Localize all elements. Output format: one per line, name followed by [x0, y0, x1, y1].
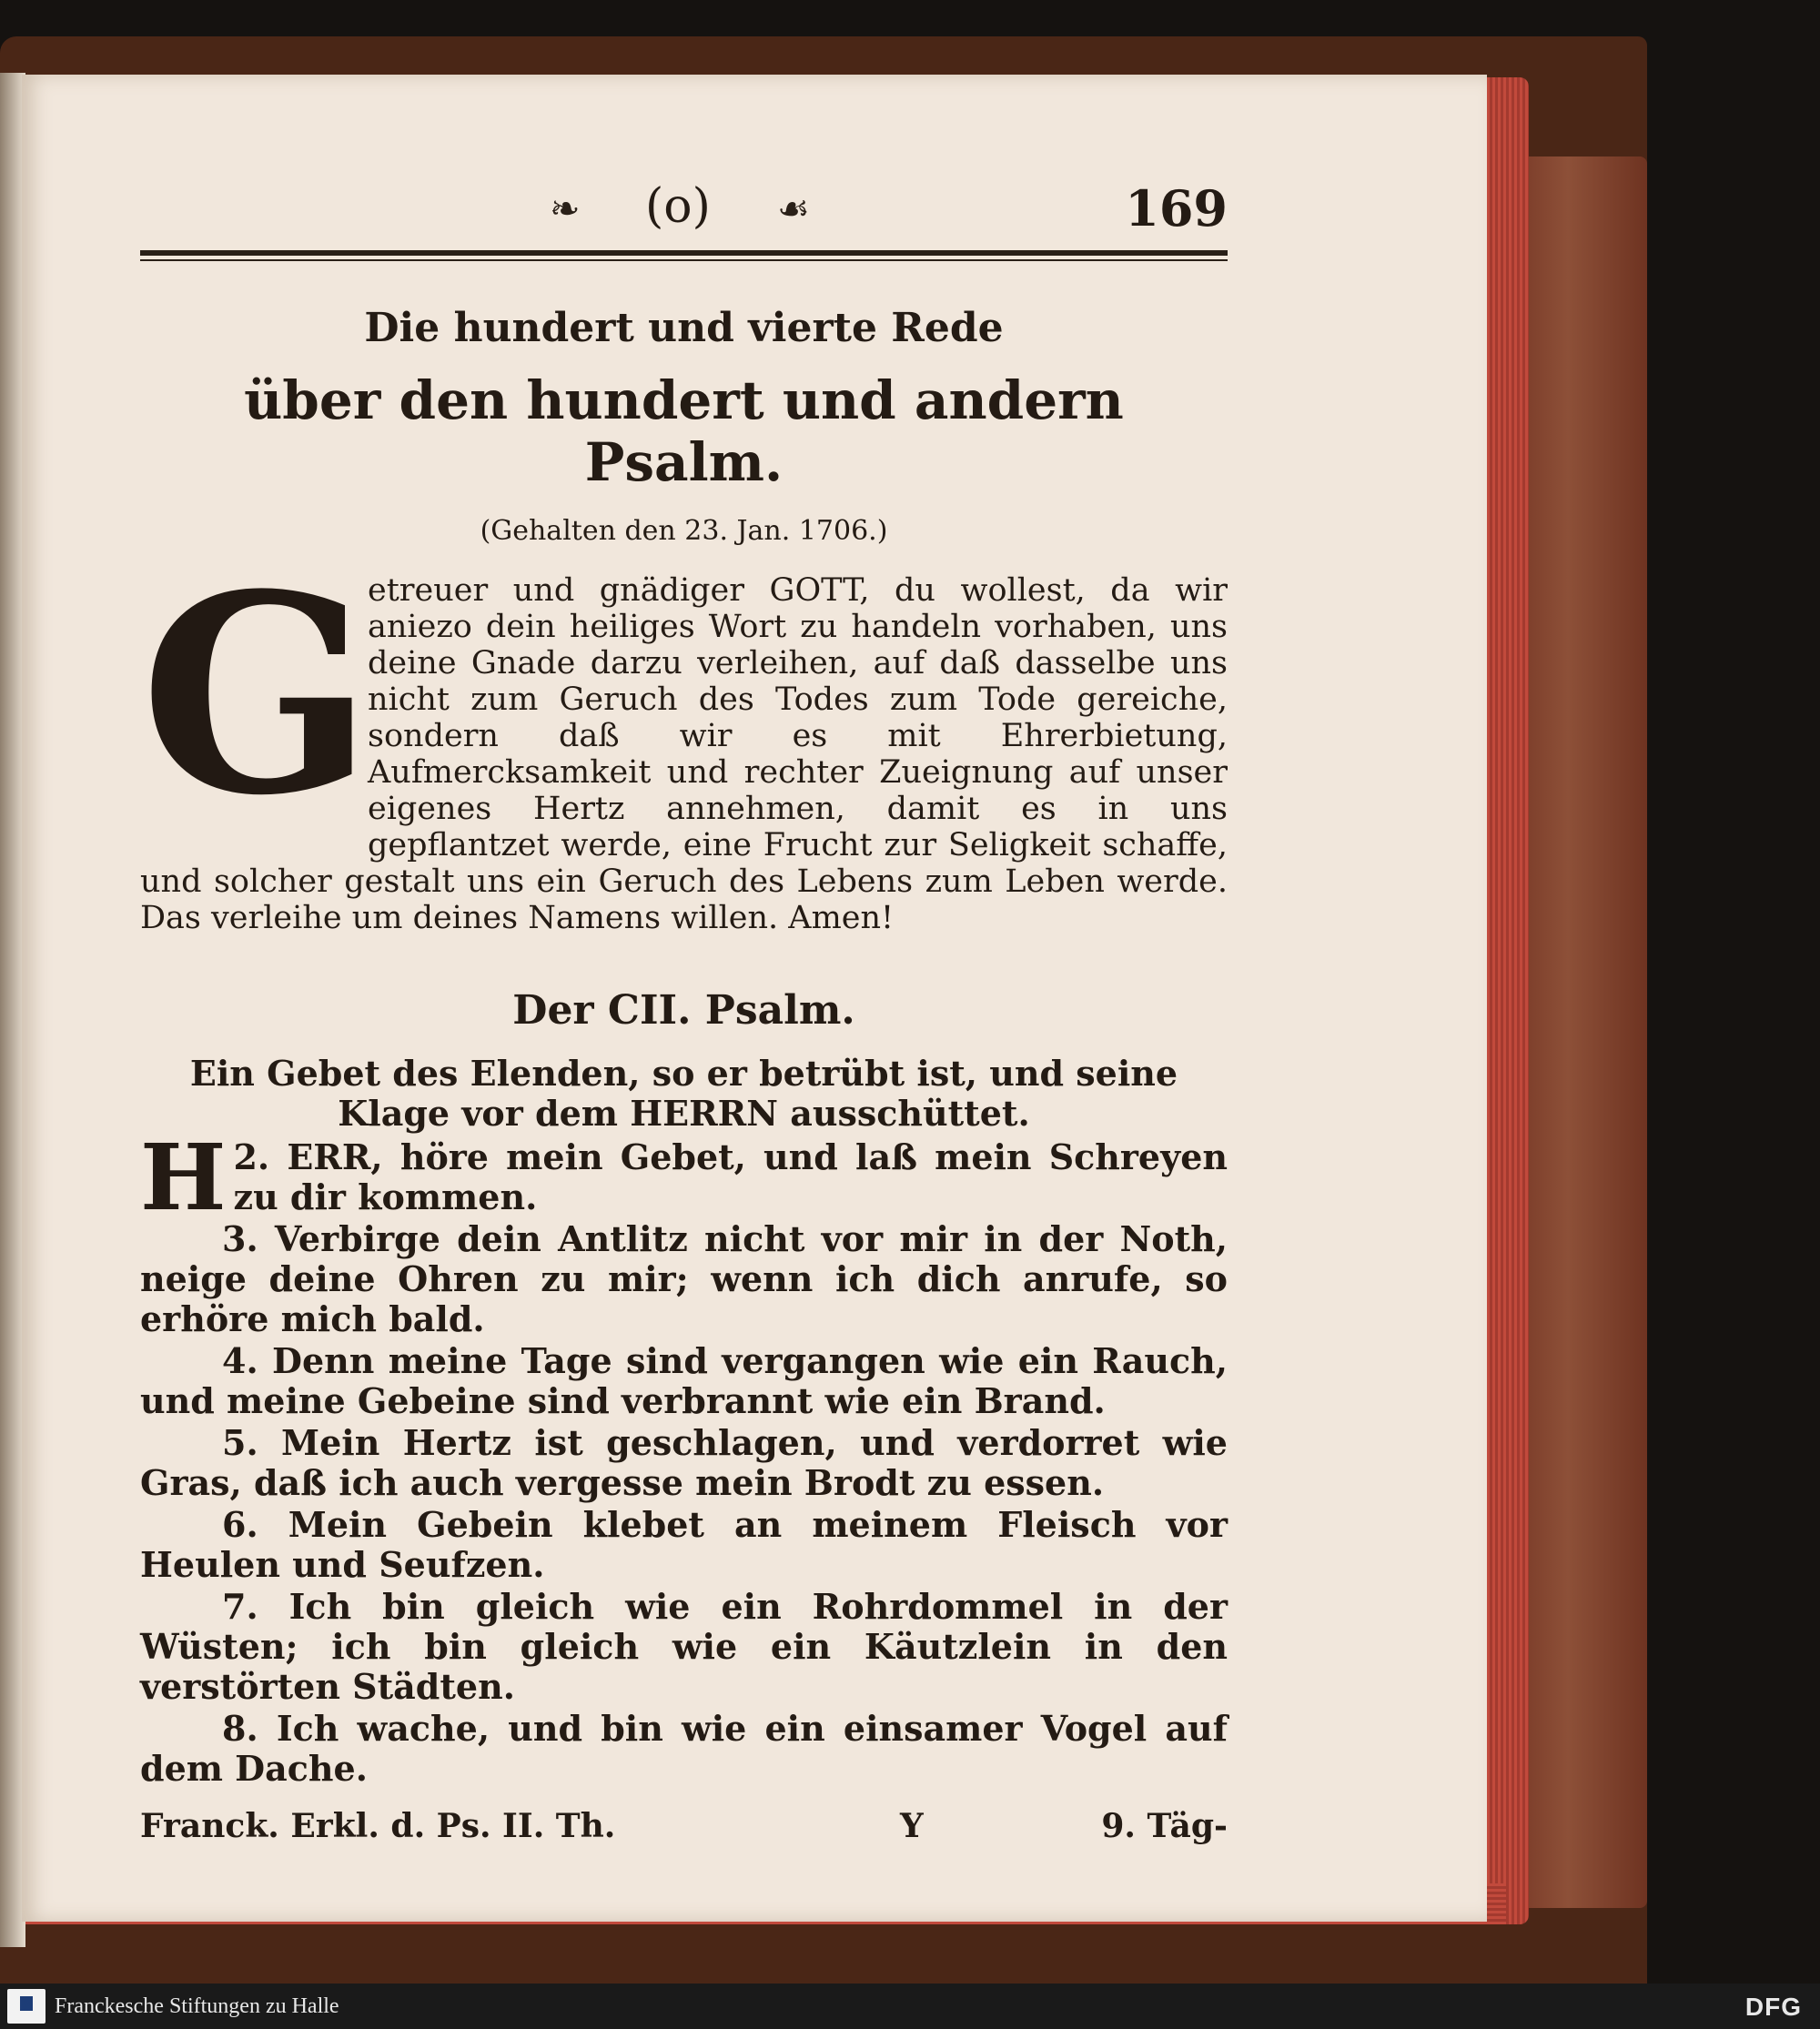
verse-8: 8. Ich wache, und bin wie ein einsamer Vogel auf dem Dache.	[140, 1708, 1228, 1789]
viewer-footer-bar	[0, 1984, 1820, 2029]
running-header	[140, 179, 1228, 243]
verse-text: ERR, höre mein Gebet, und laß mein Schreyen zu dir kommen.	[233, 1136, 1228, 1217]
catchword: 9. Täg-	[1101, 1807, 1228, 1845]
header-rule	[140, 250, 1228, 256]
verse-number: 2.	[233, 1136, 270, 1177]
verse-6: 6. Mein Gebein klebet an meinem Fleisch vor Heulen und Seufzen.	[140, 1504, 1228, 1585]
footer-reference: Franck. Erkl. d. Ps. II. Th.	[140, 1807, 616, 1845]
psalm-verses	[140, 1124, 1228, 1789]
signature-mark: (o)	[645, 179, 711, 234]
drop-cap-initial: G	[140, 534, 374, 855]
opening-prayer	[140, 534, 1228, 936]
verse-7: 7. Ich bin gleich wie ein Rohrdommel in der Wüsten; ich bin gleich wie ein Käutzlein in den verstörten Städten.	[140, 1586, 1228, 1707]
institution-name: Franckesche Stiftungen zu Halle	[55, 1994, 339, 2018]
psalm-title: Der CII. Psalm.	[512, 987, 855, 1034]
header-rule-thin	[140, 259, 1228, 261]
verse-3: 3. Verbirge dein Antlitz nicht vor mir in der Noth, neige deine Ohren zu mir; wenn ich dich anrufe, so erhöre mich bald.	[140, 1218, 1228, 1339]
sermon-date: (Gehalten den 23. Jan. 1706.)	[480, 515, 888, 547]
verse-5: 5. Mein Hertz ist geschlagen, und verdorret wie Gras, daß ich auch vergesse mein Brodt zu essen.	[140, 1422, 1228, 1503]
ornament-icon: ❧	[550, 188, 581, 230]
verse-4: 4. Denn meine Tage sind vergangen wie ein Rauch, und meine Gebeine sind verbrannt wie ein Brand.	[140, 1340, 1228, 1421]
page-content	[140, 179, 1228, 1852]
prayer-text: etreuer und gnädiger GOTT, du wollest, da wir aniezo dein heiliges Wort zu handeln vorhaben, uns deine Gnade darzu verleihen, auf daß dasselbe uns nicht zum Geruch des Todes zum Tode gereiche, sondern daß wir es mit Ehrerbietung, Aufmercksamkeit und rechter Zueignung auf unser eigenes Hertz annehmen, damit es in uns gepflantzet werde, eine Frucht zur Seligkeit schaffe, und solcher gestalt uns ein Geruch des Lebens zum Leben werde. Das verleihe um deines Namens willen. Amen!	[140, 572, 1228, 936]
ornament-icon: ☙	[777, 188, 810, 230]
footer-signature: Y	[900, 1807, 924, 1845]
sermon-title-line1: Die hundert und vierte Rede	[364, 305, 1004, 351]
dfg-logo: DFG	[1744, 1993, 1802, 2021]
page-footer	[140, 1807, 1228, 1852]
sermon-title-line2: über den hundert und andern Psalm.	[244, 369, 1124, 493]
verse-2	[140, 1124, 1228, 1231]
institution-logo-icon	[7, 1989, 46, 2024]
psalm-subtitle: Ein Gebet des Elenden, so er betrübt ist, und seine Klage vor dem HERRN ausschüttet.	[189, 1053, 1178, 1134]
book-page	[22, 75, 1487, 1922]
book-cover-right-board	[1515, 156, 1647, 1908]
verse-initial: H	[140, 1124, 227, 1231]
page-number: 169	[1125, 179, 1228, 237]
